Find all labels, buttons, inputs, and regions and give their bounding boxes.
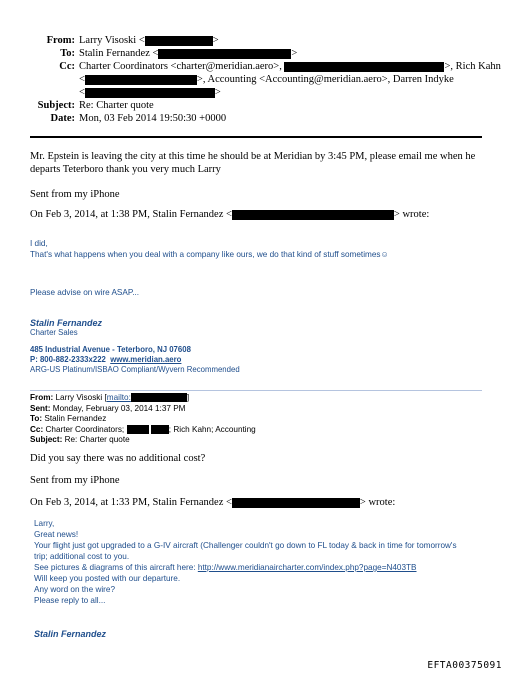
reply-did: I did, [30,239,48,248]
q2-larry: Larry, [34,519,55,528]
email-header [0,34,512,125]
redaction-box [85,75,197,85]
header-from-row [0,34,512,47]
header-subject-label: Subject: [37,100,75,111]
fwd-sent-row: Sent: Monday, February 03, 2014 1:37 PM [30,403,186,413]
header-date-label: Date: [50,113,75,124]
q2-upgrade-line-2: trip; additional cost to you. [34,552,130,561]
header-to-tail: > [291,48,298,59]
forward-divider [30,390,482,391]
aircraft-pictures-link[interactable]: http://www.meridianaircharter.com/index.php?page=N403TB [197,563,417,572]
redaction-box [232,210,394,220]
signature-name: Stalin Fernandez [30,318,103,328]
reply-advise: Please advise on wire ASAP... [30,288,140,297]
q2-great-news: Great news! [34,530,79,539]
signature-block [30,318,240,375]
quoted-message-2 [34,518,504,606]
fwd-from-row: From: Larry Visoski [mailto: ] [30,393,190,402]
header-cc-row-2 [0,73,512,86]
fwd-from-label: From: [30,393,54,402]
document-id: EFTA00375091 [427,660,502,671]
signature-phone: P: 800-882-2333x222 [30,355,106,364]
header-date-row [0,112,512,125]
signature-address: 485 Industrial Avenue - Teterboro, NJ 07608 [30,345,191,354]
fwd-cc-row: Cc: Charter Coordinators; ; Rich Kahn; Accounting [30,424,256,434]
header-from-tail: > [212,35,219,46]
body-line-1: Mr. Epstein is leaving the city at this time he should be at Meridian by 3:45 PM, please email me when he [30,151,476,162]
sent-from-iphone-1: Sent from my iPhone [30,189,120,200]
header-cc-value4: >, Accounting <Accounting@meridian.aero>, Darren Indyke [196,74,454,85]
sent-from-iphone-2: Sent from my iPhone [30,475,120,486]
redaction-box [232,498,360,508]
redaction-box [145,36,213,46]
body-line-2: departs Teterboro thank you very much Larry [30,164,221,175]
redaction-box [85,88,215,98]
signature-contact [30,355,240,365]
q2-upgrade-line-1: Your flight just got upgraded to a G-IV aircraft (Challenger couldn't go down to FL today & back in time for tomorrow's [34,541,457,550]
question-line: Did you say there was no additional cost? [30,453,206,464]
fwd-mailto-link[interactable]: mailto: [106,393,131,402]
fwd-subject-row: Subject: Re: Charter quote [30,435,130,444]
redaction-box [158,49,291,59]
q2-reply-all: Please reply to all... [34,596,106,605]
redaction-box [151,425,169,434]
header-cc-label: Cc: [59,61,75,72]
q2-keep-posted: Will keep you posted with our departure. [34,574,181,583]
signature-title: Charter Sales [30,328,78,337]
quoted-reply-1 [30,238,500,260]
header-cc-value: Charter Coordinators <charter@meridian.aero>, [79,61,282,72]
forwarded-header [30,390,480,446]
header-to-value: Stalin Fernandez < [79,48,159,59]
header-to-row [0,47,512,60]
signature-web-link[interactable]: www.meridian.aero [110,355,182,364]
fwd-to-row: To: Stalin Fernandez [30,414,107,423]
header-subject-value: Re: Charter quote [79,100,154,111]
reply-line-2: That's what happens when you deal with a company like ours, we do that kind of stuff sometimes☺ [30,250,389,259]
header-date-value: Mon, 03 Feb 2014 19:50:30 +0000 [79,113,227,124]
signature-cert: ARG-US Platinum/ISBAO Compliant/Wyvern Recommended [30,365,240,374]
redaction-box [131,393,187,402]
header-subject-row [0,99,512,112]
q2-pictures-line: See pictures & diagrams of this aircraft here: http://www.meridianaircharter.com/index.php?page=N403TB [34,563,417,572]
message-body [30,150,490,176]
header-to-label: To: [60,48,75,59]
header-cc-value6: > [214,87,221,98]
header-from-value: Larry Visoski < [79,35,145,46]
header-cc-value2: >, Rich Kahn [444,61,501,72]
quote-intro-2: On Feb 3, 2014, at 1:33 PM, Stalin Fernandez < > wrote: [30,497,396,508]
q2-wire: Any word on the wire? [34,585,116,594]
redaction-box [127,425,149,434]
header-cc-row-3 [0,86,512,99]
header-divider [30,136,482,138]
header-cc-row [0,60,512,73]
header-cc-value3: < [79,74,85,85]
signature-name-2: Stalin Fernandez [34,629,107,639]
quote-intro-1: On Feb 3, 2014, at 1:38 PM, Stalin Fernandez < > wrote: [30,209,430,220]
redaction-box [284,62,444,72]
header-cc-value5: < [79,87,85,98]
header-from-label: From: [46,35,75,46]
